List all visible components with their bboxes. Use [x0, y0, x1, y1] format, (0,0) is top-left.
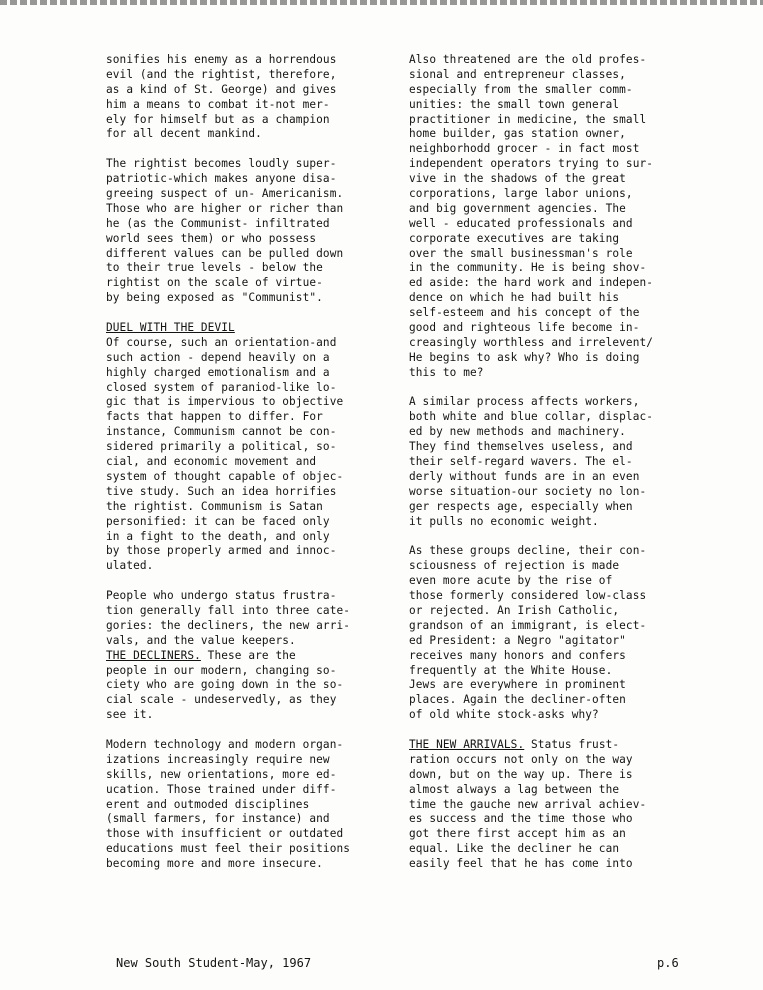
- text-line: ciety who are going down in the so-: [106, 678, 344, 692]
- text-line: tion generally fall into three cate-: [106, 603, 351, 617]
- text-line: ucation. Those trained under diff-: [106, 782, 337, 796]
- section-heading-decliners: THE DECLINERS.: [106, 648, 201, 662]
- text-line: especially from the smaller comm-: [409, 82, 633, 96]
- text-line: People who undergo status frustra-: [106, 589, 337, 603]
- text-line: ger respects age, especially when: [409, 499, 633, 513]
- text-line: time the gauche new arrival achiev-: [409, 797, 647, 811]
- text-line: erent and outmoded disciplines: [106, 797, 310, 811]
- paragraph: [106, 157, 384, 306]
- heading-lead-text: These are the: [200, 648, 296, 662]
- text-line: vive in the shadows of the great: [409, 172, 626, 186]
- text-line: by being exposed as "Communist".: [106, 291, 323, 305]
- text-line: people in our modern, changing so-: [106, 663, 337, 677]
- text-line: unities: the small town general: [409, 97, 620, 111]
- text-line: worse situation-our society no lon-: [409, 484, 647, 498]
- text-line: he (as the Communist- infiltrated: [106, 216, 330, 230]
- text-line: of old white stock-asks why?: [409, 708, 599, 722]
- text-line: got there first accept him as an: [409, 827, 626, 841]
- text-line: Of course, such an orientation-and: [106, 335, 337, 349]
- text-line: independent operators trying to sur-: [409, 157, 654, 171]
- text-line: corporate executives are taking: [409, 231, 620, 245]
- text-line: ed by new methods and machinery.: [409, 425, 626, 439]
- paragraph: [106, 589, 384, 723]
- text-line: (small farmers, for instance) and: [106, 812, 330, 826]
- text-line: facts that happen to differ. For: [106, 410, 323, 424]
- paragraph: [106, 738, 384, 872]
- text-line: the rightist. Communism is Satan: [106, 499, 323, 513]
- text-line: derly without funds are in an even: [409, 469, 640, 483]
- text-line: receives many honors and confers: [409, 648, 626, 662]
- text-line: both white and blue collar, displac-: [409, 410, 654, 424]
- paragraph: [106, 53, 384, 142]
- text-line: ration occurs not only on the way: [409, 752, 633, 766]
- text-line: The rightist becomes loudly super-: [106, 157, 337, 171]
- text-line: Those who are higher or richer than: [106, 201, 344, 215]
- paragraph: [106, 321, 384, 574]
- text-line: ed aside: the hard work and indepen-: [409, 276, 654, 290]
- text-line: ulated.: [106, 559, 154, 573]
- section-heading-new-arrivals: THE NEW ARRIVALS.: [409, 737, 525, 751]
- text-line: world sees them) or who possess: [106, 231, 317, 245]
- text-line: even more acute by the rise of: [409, 574, 613, 588]
- text-line: instance, Communism cannot be con-: [106, 425, 337, 439]
- heading-line: [106, 649, 384, 664]
- text-line: dence on which he had built his: [409, 291, 620, 305]
- publication-footer: New South Student-May, 1967: [116, 956, 312, 970]
- text-line: sonifies his enemy as a horrendous: [106, 53, 337, 66]
- text-line: rightist on the scale of virtue-: [106, 276, 323, 290]
- text-line: greeing suspect of un- Americanism.: [106, 187, 344, 201]
- text-line: see it.: [106, 708, 154, 722]
- text-line: easily feel that he has come into: [409, 857, 633, 871]
- text-line: by those properly armed and innoc-: [106, 544, 337, 558]
- text-line: sciousness of rejection is made: [409, 559, 620, 573]
- text-line: Jews are everywhere in prominent: [409, 678, 626, 692]
- text-line: They find themselves useless, and: [409, 440, 633, 454]
- left-column: [106, 53, 384, 887]
- text-line: izations increasingly require new: [106, 752, 330, 766]
- text-line: cial, and economic movement and: [106, 455, 317, 469]
- text-line: different values can be pulled down: [106, 246, 344, 260]
- text-line: personified: it can be faced only: [106, 514, 330, 528]
- paragraph: [409, 544, 677, 723]
- text-line: Modern technology and modern organ-: [106, 737, 344, 751]
- text-line: educations must feel their positions: [106, 842, 351, 856]
- paragraph: [409, 53, 677, 381]
- text-line: neighborhodd grocer - in fact most: [409, 142, 640, 156]
- text-line: frequently at the White House.: [409, 663, 613, 677]
- text-line: Also threatened are the old profes-: [409, 53, 647, 66]
- text-line: tive study. Such an idea horrifies: [106, 484, 337, 498]
- text-line: such action - depend heavily on a: [106, 350, 330, 364]
- text-line: for all decent mankind.: [106, 127, 262, 141]
- text-line: those with insufficient or outdated: [106, 827, 344, 841]
- paragraph: [409, 395, 677, 529]
- text-line: system of thought capable of objec-: [106, 469, 344, 483]
- text-line: ely for himself but as a champion: [106, 112, 330, 126]
- page-number: p.6: [657, 956, 679, 970]
- text-line: or rejected. An Irish Catholic,: [409, 603, 620, 617]
- text-line: A similar process affects workers,: [409, 395, 640, 409]
- text-line: him a means to combat it-not mer-: [106, 97, 330, 111]
- text-line: well - educated professionals and: [409, 216, 633, 230]
- text-line: sional and entrepreneur classes,: [409, 67, 626, 81]
- paragraph: [409, 738, 677, 872]
- text-line: grandson of an immigrant, is elect-: [409, 618, 647, 632]
- text-line: to their true levels - below the: [106, 261, 323, 275]
- text-line: those formerly considered low-class: [409, 589, 647, 603]
- text-line: highly charged emotionalism and a: [106, 365, 330, 379]
- text-line: closed system of paraniod-like lo-: [106, 380, 337, 394]
- text-line: and big government agencies. The: [409, 201, 626, 215]
- text-line: vals, and the value keepers.: [106, 633, 296, 647]
- text-line: in a fight to the death, and only: [106, 529, 330, 543]
- text-line: places. Again the decliner-often: [409, 693, 626, 707]
- text-line: es success and the time those who: [409, 812, 633, 826]
- text-line: down, but on the way up. There is: [409, 767, 633, 781]
- text-line: As these groups decline, their con-: [409, 544, 647, 558]
- text-line: over the small businessman's role: [409, 246, 633, 260]
- text-line: He begins to ask why? Who is doing: [409, 350, 640, 364]
- heading-lead-text: Status frust-: [524, 737, 620, 751]
- right-column: [409, 53, 677, 887]
- text-line: this to me?: [409, 365, 484, 379]
- text-line: it pulls no economic weight.: [409, 514, 599, 528]
- text-line: equal. Like the decliner he can: [409, 842, 620, 856]
- text-line: corporations, large labor unions,: [409, 187, 633, 201]
- text-line: creasingly worthless and irrelevent/: [409, 335, 654, 349]
- text-line: skills, new orientations, more ed-: [106, 767, 337, 781]
- text-line: almost always a lag between the: [409, 782, 620, 796]
- text-line: evil (and the rightist, therefore,: [106, 67, 337, 81]
- text-line: cial scale - undeservedly, as they: [106, 693, 337, 707]
- text-line: becoming more and more insecure.: [106, 857, 323, 871]
- heading-line: [409, 738, 677, 753]
- text-line: good and righteous life become in-: [409, 321, 640, 335]
- section-heading-duel: DUEL WITH THE DEVIL: [106, 321, 235, 335]
- scan-edge-artifact: [0, 0, 763, 5]
- text-line: patriotic-which makes anyone disa-: [106, 172, 337, 186]
- text-line: sidered primarily a political, so-: [106, 440, 337, 454]
- text-line: their self-regard wavers. The el-: [409, 455, 633, 469]
- text-line: gories: the decliners, the new arri-: [106, 618, 351, 632]
- text-line: in the community. He is being shov-: [409, 261, 647, 275]
- text-line: practitioner in medicine, the small: [409, 112, 647, 126]
- text-line: self-esteem and his concept of the: [409, 306, 640, 320]
- text-line: gic that is impervious to objective: [106, 395, 344, 409]
- text-line: as a kind of St. George) and gives: [106, 82, 337, 96]
- text-line: ed President: a Negro "agitator": [409, 633, 626, 647]
- text-line: home builder, gas station owner,: [409, 127, 626, 141]
